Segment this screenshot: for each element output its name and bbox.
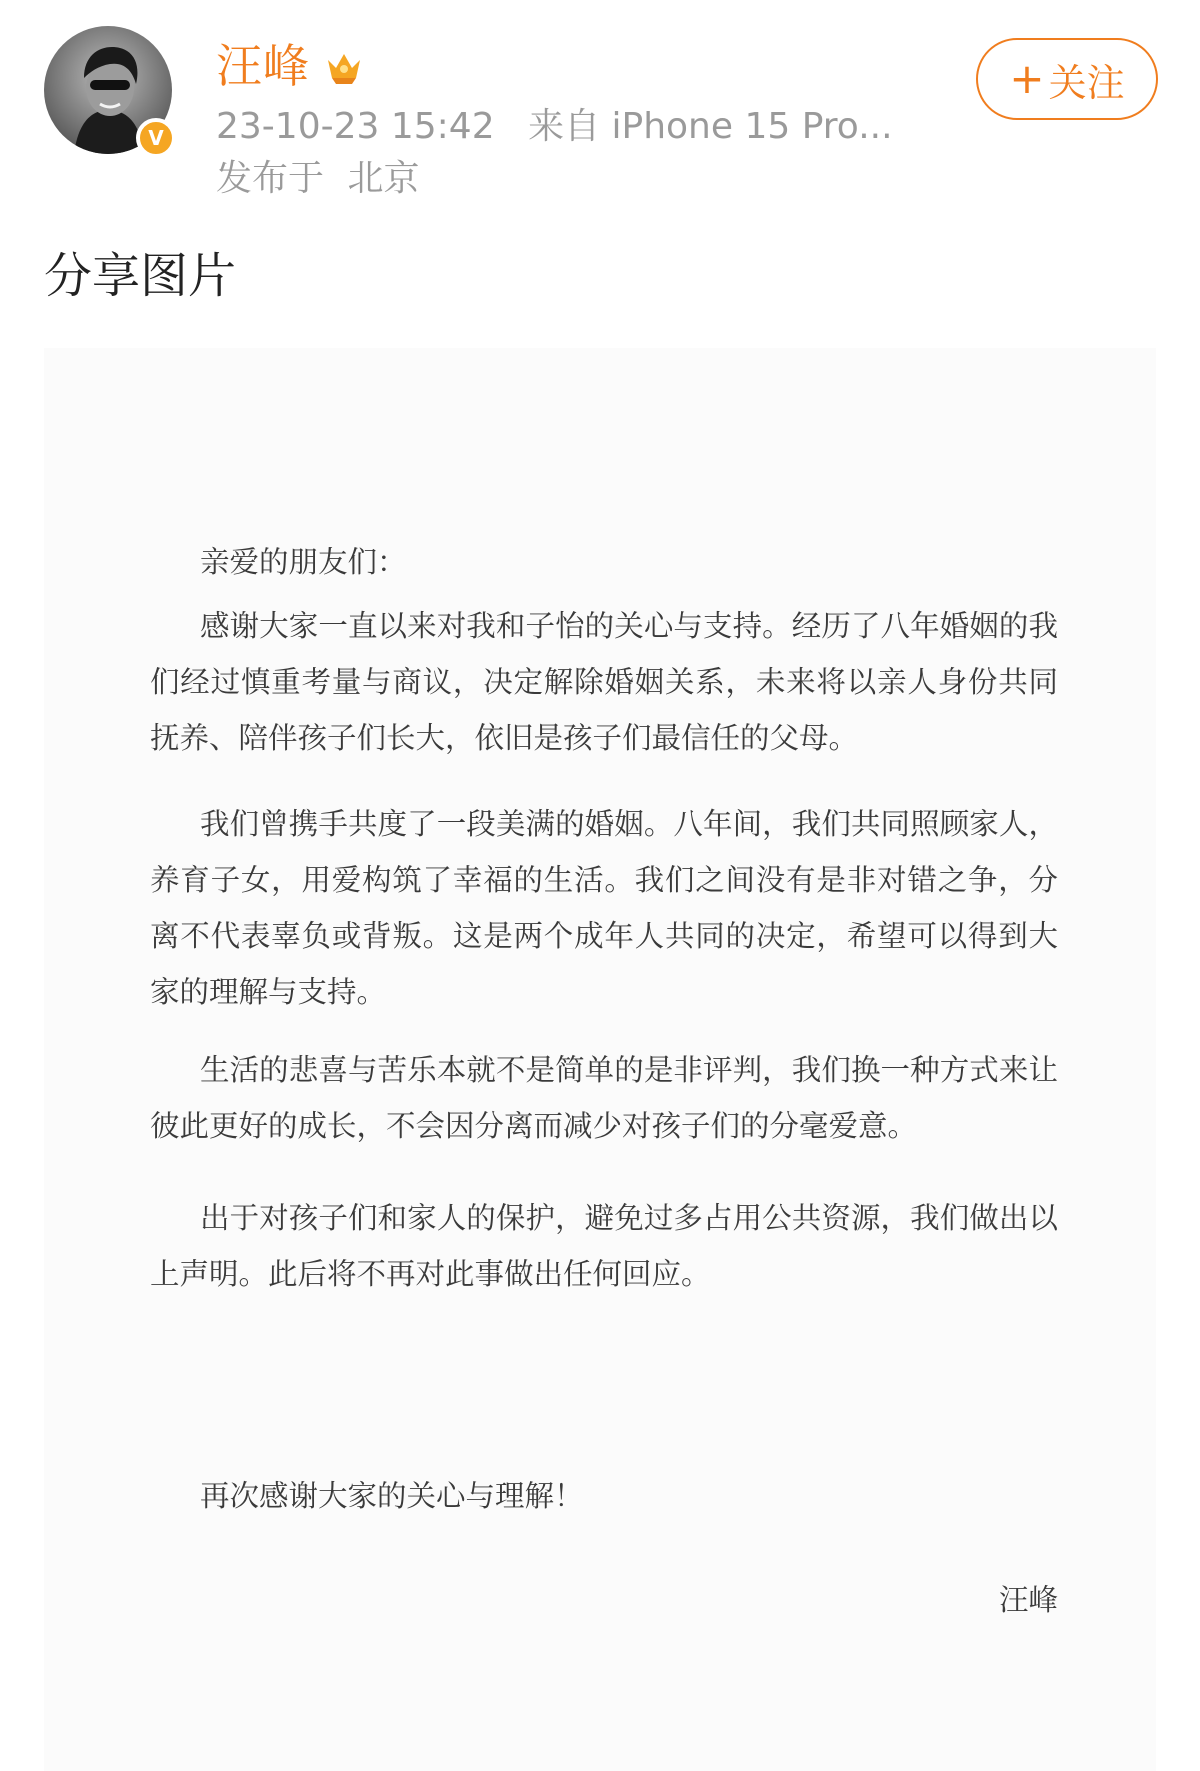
letter-closing: 再次感谢大家的关心与理解！ <box>200 1479 584 1513</box>
post-meta <box>216 104 893 150</box>
letter-paragraph: 生活的悲喜与苦乐本就不是简单的是非评判，我们换一种方式来让彼此更好的成长，不会因分离而减少对孩子们的分毫爱意。 <box>150 1053 1058 1143</box>
shared-image[interactable] <box>44 348 1156 1771</box>
follow-button[interactable] <box>976 38 1158 120</box>
letter-paragraph: 感谢大家一直以来对我和子怡的关心与支持。经历了八年婚姻的我们经过慎重考量与商议，决定解除婚姻关系，未来将以亲人身份共同抚养、陪伴孩子们长大，依旧是孩子们最信任的父母。 <box>150 609 1058 755</box>
post-source: 来自 iPhone 15 Pro... <box>528 106 893 147</box>
post-text: 分享图片 <box>44 248 237 304</box>
plus-icon: + <box>1009 54 1045 103</box>
letter-salutation: 亲爱的朋友们： <box>200 545 407 579</box>
letter-signature: 汪峰 <box>998 1583 1058 1617</box>
vip-crown-icon <box>322 44 366 88</box>
location-prefix: 发布于 <box>216 158 325 199</box>
post-header <box>0 0 1200 240</box>
verified-icon: V <box>136 118 176 158</box>
post-location: 北京 <box>347 158 420 199</box>
post-timestamp: 23-10-23 15:42 <box>216 106 495 147</box>
letter-paragraph: 出于对孩子们和家人的保护，避免过多占用公共资源，我们做出以上声明。此后将不再对此事做出任何回应。 <box>150 1201 1058 1291</box>
follow-button-label: 关注 <box>1048 60 1125 105</box>
post-location-line <box>216 156 419 202</box>
user-name[interactable]: 汪峰 <box>216 39 310 93</box>
avatar[interactable] <box>44 26 172 154</box>
letter-paragraph: 我们曾携手共度了一段美满的婚姻。八年间，我们共同照顾家人，养育子女，用爱构筑了幸福的生活。我们之间没有是非对错之争，分离不代表辜负或背叛。这是两个成年人共同的决定，希望可以得到大家的理解与支持。 <box>150 807 1058 1009</box>
